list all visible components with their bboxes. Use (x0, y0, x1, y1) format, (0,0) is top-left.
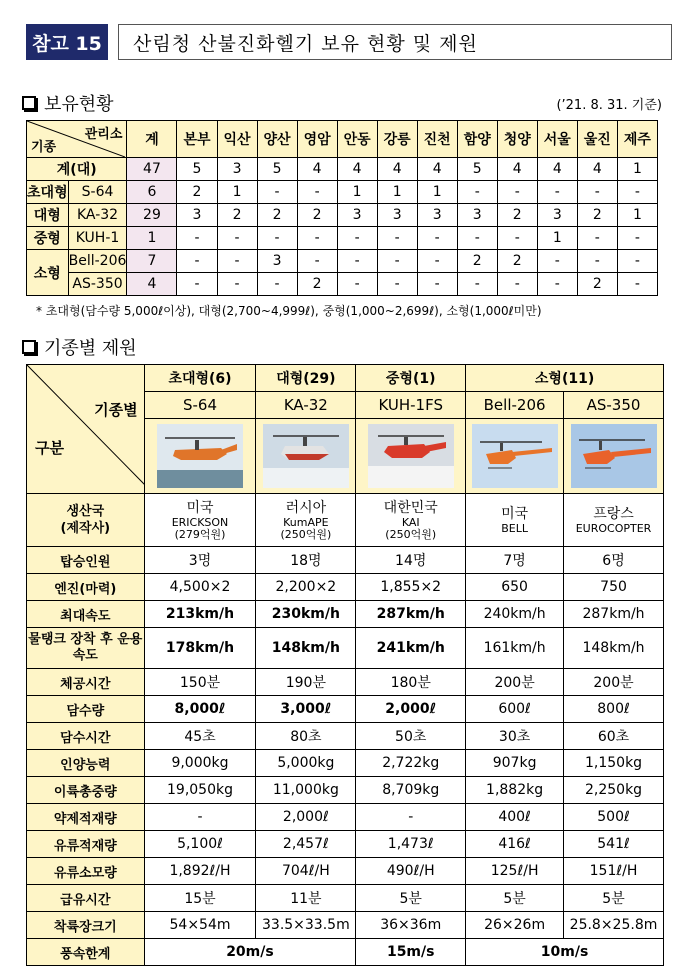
data-cell: - (497, 273, 537, 296)
col-header: 진천 (417, 121, 457, 158)
specs-table (26, 364, 664, 966)
table-row (27, 804, 664, 831)
model-header: KA-32 (256, 392, 356, 419)
data-cell: 500ℓ (564, 804, 664, 831)
data-cell: 1 (617, 204, 657, 227)
model-label: S-64 (68, 181, 127, 204)
maker-cell (356, 494, 466, 547)
maker-country: 미국 (501, 505, 529, 522)
data-cell: 1,473ℓ (356, 831, 466, 858)
model-header: AS-350 (564, 392, 664, 419)
data-cell: 1,855×2 (356, 574, 466, 601)
data-cell: 3 (257, 250, 297, 273)
row-label: 풍속한계 (27, 939, 145, 966)
table-row (27, 601, 664, 628)
data-cell: 3 (417, 204, 457, 227)
model-label: KUH-1 (68, 227, 127, 250)
checkbox-bullet-icon (22, 96, 36, 110)
data-cell: 9,000kg (144, 750, 256, 777)
maker-country: 미국 (186, 499, 214, 516)
row-label: 생산국 (제작사) (27, 494, 145, 547)
data-cell: 1,892ℓ/H (144, 858, 256, 885)
maker-company: ERICKSON (171, 515, 229, 529)
data-cell: - (297, 227, 337, 250)
data-cell: - (177, 273, 217, 296)
data-cell: 240km/h (466, 601, 564, 628)
as350-helicopter-photo (571, 424, 657, 488)
class-header: 초대형(6) (144, 365, 256, 392)
data-cell: - (217, 250, 257, 273)
class-footnote: * 초대형(담수량 5,000ℓ이상), 대형(2,700~4,999ℓ), 중형(1,000~2,699ℓ), 소형(1,000ℓ미만) (36, 304, 542, 318)
data-cell: 650 (466, 574, 564, 601)
data-cell: 2 (457, 250, 497, 273)
maker-cell (144, 494, 256, 547)
col-header: 울진 (577, 121, 617, 158)
data-cell: 1,150kg (564, 750, 664, 777)
data-cell: 80초 (256, 723, 356, 750)
col-header: 영암 (297, 121, 337, 158)
total-cell: 4 (577, 158, 617, 181)
corner-label-type: 기종 (31, 140, 57, 155)
data-cell: 2 (497, 250, 537, 273)
table-row (27, 628, 664, 669)
data-cell: 541ℓ (564, 831, 664, 858)
data-cell: 3 (177, 204, 217, 227)
data-cell: - (337, 227, 377, 250)
table-row (27, 181, 658, 204)
maker-country: 대한민국 (383, 499, 438, 516)
ka32-helicopter-photo (263, 424, 349, 488)
model-label: AS-350 (68, 273, 127, 296)
data-cell: 5분 (356, 885, 466, 912)
data-cell: 54×54m (144, 912, 256, 939)
section-holdings-heading (22, 90, 114, 116)
col-header: 강릉 (377, 121, 417, 158)
data-cell: - (457, 181, 497, 204)
wind-cell: 15m/s (356, 939, 466, 966)
photo-cell (256, 419, 356, 494)
data-cell: - (617, 273, 657, 296)
row-label: 체공시간 (27, 669, 145, 696)
row-label: 이륙총중량 (27, 777, 145, 804)
table-row (27, 227, 658, 250)
data-cell: - (617, 250, 657, 273)
data-cell: 2 (577, 273, 617, 296)
model-header: Bell-206 (466, 392, 564, 419)
reference-tag: 참고 15 (26, 24, 108, 60)
data-cell: 2,250kg (564, 777, 664, 804)
col-header: 계 (127, 121, 177, 158)
data-cell: - (257, 227, 297, 250)
data-cell: 5,000kg (256, 750, 356, 777)
table-row (27, 912, 664, 939)
row-label: 급유시간 (27, 885, 145, 912)
data-cell: - (617, 227, 657, 250)
data-cell: 2 (297, 204, 337, 227)
maker-cell (256, 494, 356, 547)
spec-rows (27, 547, 664, 939)
data-cell: - (577, 227, 617, 250)
data-cell: 4 (127, 273, 177, 296)
data-cell: 3,000ℓ (256, 696, 356, 723)
base-date: (’21. 8. 31. 기준) (556, 98, 662, 113)
data-cell: 2,200×2 (256, 574, 356, 601)
data-cell: 1 (377, 181, 417, 204)
maker-price: (250억원) (280, 527, 332, 541)
row-label: 착륙장크기 (27, 912, 145, 939)
data-cell: 3명 (144, 547, 256, 574)
table-row (27, 250, 658, 273)
data-cell: 60초 (564, 723, 664, 750)
table-row (27, 885, 664, 912)
total-cell: 5 (177, 158, 217, 181)
table-row (27, 547, 664, 574)
maker-company: KumAPE (283, 515, 329, 529)
data-cell: 15분 (144, 885, 256, 912)
corner-label-model: 기종별 (94, 401, 138, 419)
table-row (27, 831, 664, 858)
maker-company: EUROCOPTER (575, 521, 652, 535)
col-header: 청양 (497, 121, 537, 158)
data-cell: 230km/h (256, 601, 356, 628)
total-label: 계(대) (27, 158, 127, 181)
section-title: 기종별 제원 (44, 338, 137, 359)
data-cell: 178km/h (144, 628, 256, 669)
data-cell: 25.8×25.8m (564, 912, 664, 939)
data-cell: - (144, 804, 256, 831)
photo-cell (356, 419, 466, 494)
data-cell: 2 (297, 273, 337, 296)
total-cell: 4 (417, 158, 457, 181)
data-cell: - (497, 181, 537, 204)
total-cell: 4 (337, 158, 377, 181)
model-header: S-64 (144, 392, 256, 419)
row-label: 유류적재량 (27, 831, 145, 858)
data-cell: 6명 (564, 547, 664, 574)
class-header: 소형(11) (466, 365, 664, 392)
checkbox-bullet-icon (22, 340, 36, 354)
row-label: 담수시간 (27, 723, 145, 750)
data-cell: 1 (537, 227, 577, 250)
col-header: 함양 (457, 121, 497, 158)
data-cell: 125ℓ/H (466, 858, 564, 885)
table-row (27, 273, 658, 296)
data-cell: 190분 (256, 669, 356, 696)
holdings-table (26, 120, 658, 296)
data-cell: 213km/h (144, 601, 256, 628)
table-row (27, 696, 664, 723)
model-label: Bell-206 (68, 250, 127, 273)
data-cell: 148km/h (256, 628, 356, 669)
data-cell: - (537, 273, 577, 296)
data-cell: - (497, 227, 537, 250)
data-cell: 45초 (144, 723, 256, 750)
data-cell: 150분 (144, 669, 256, 696)
row-label: 인양능력 (27, 750, 145, 777)
data-cell: - (417, 227, 457, 250)
data-cell: - (257, 273, 297, 296)
data-cell: - (417, 250, 457, 273)
class-header: 중형(1) (356, 365, 466, 392)
page-header (26, 24, 672, 60)
data-cell: - (577, 250, 617, 273)
data-cell: 1 (337, 181, 377, 204)
data-cell: - (577, 181, 617, 204)
data-cell: 2 (497, 204, 537, 227)
data-cell: - (337, 250, 377, 273)
data-cell: 3 (537, 204, 577, 227)
row-label: 탑승인원 (27, 547, 145, 574)
data-cell: 5분 (466, 885, 564, 912)
total-cell: 4 (297, 158, 337, 181)
class-label: 중형 (27, 227, 69, 250)
data-cell: 33.5×33.5m (256, 912, 356, 939)
total-cell: 5 (457, 158, 497, 181)
data-cell: 287km/h (564, 601, 664, 628)
model-label: KA-32 (68, 204, 127, 227)
maker-cell (564, 494, 664, 547)
data-cell: 1,882kg (466, 777, 564, 804)
wind-cell: 10m/s (466, 939, 664, 966)
class-header: 대형(29) (256, 365, 356, 392)
data-cell: - (177, 250, 217, 273)
wind-cell: 20m/s (144, 939, 356, 966)
data-cell: 4,500×2 (144, 574, 256, 601)
maker-price: (250억원) (385, 527, 437, 541)
col-header: 서울 (537, 121, 577, 158)
table-row (27, 574, 664, 601)
data-cell: 19,050kg (144, 777, 256, 804)
table-row (27, 723, 664, 750)
data-cell: 151ℓ/H (564, 858, 664, 885)
row-label: 담수량 (27, 696, 145, 723)
total-row (27, 158, 658, 181)
data-cell: 704ℓ/H (256, 858, 356, 885)
data-cell: - (537, 181, 577, 204)
table-row (27, 777, 664, 804)
s64-helicopter-photo (157, 424, 243, 488)
total-cell: 4 (377, 158, 417, 181)
data-cell: 18명 (256, 547, 356, 574)
data-cell: 30초 (466, 723, 564, 750)
data-cell: - (217, 227, 257, 250)
bell206-helicopter-photo (472, 424, 558, 488)
data-cell: 6 (127, 181, 177, 204)
data-cell: - (257, 181, 297, 204)
data-cell: - (537, 250, 577, 273)
section-specs-heading (22, 334, 137, 360)
col-header: 제주 (617, 121, 657, 158)
data-cell: - (457, 273, 497, 296)
data-cell: 200분 (564, 669, 664, 696)
maker-country: 러시아 (285, 499, 327, 516)
data-cell: - (356, 804, 466, 831)
total-cell: 47 (127, 158, 177, 181)
data-cell: 750 (564, 574, 664, 601)
data-cell: 2 (257, 204, 297, 227)
data-cell: - (297, 250, 337, 273)
data-cell: - (377, 250, 417, 273)
data-cell: 490ℓ/H (356, 858, 466, 885)
col-header: 본부 (177, 121, 217, 158)
data-cell: 3 (377, 204, 417, 227)
row-label: 약제적재량 (27, 804, 145, 831)
data-cell: 2 (577, 204, 617, 227)
class-label: 대형 (27, 204, 69, 227)
data-cell: 3 (337, 204, 377, 227)
data-cell: 7 (127, 250, 177, 273)
data-cell: 3 (457, 204, 497, 227)
col-header: 익산 (217, 121, 257, 158)
data-cell: 161km/h (466, 628, 564, 669)
kuh1fs-helicopter-photo (368, 424, 454, 488)
class-label: 초대형 (27, 181, 69, 204)
data-cell: 2,722kg (356, 750, 466, 777)
data-cell: 5,100ℓ (144, 831, 256, 858)
photo-cell (144, 419, 256, 494)
data-cell: 200분 (466, 669, 564, 696)
maker-cell (466, 494, 564, 547)
table-row (27, 858, 664, 885)
total-cell: 1 (617, 158, 657, 181)
data-cell: 50초 (356, 723, 466, 750)
data-cell: 8,709kg (356, 777, 466, 804)
col-header: 양산 (257, 121, 297, 158)
data-cell: 2 (217, 204, 257, 227)
data-cell: 1 (417, 181, 457, 204)
data-cell: 1 (127, 227, 177, 250)
maker-price: (279억원) (174, 527, 226, 541)
holdings-corner-cell (27, 121, 127, 158)
table-row (27, 204, 658, 227)
data-cell: 148km/h (564, 628, 664, 669)
data-cell: 180분 (356, 669, 466, 696)
data-cell: 5분 (564, 885, 664, 912)
table-row (27, 750, 664, 777)
row-label: 엔진(마력) (27, 574, 145, 601)
data-cell: - (377, 273, 417, 296)
data-cell: 26×26m (466, 912, 564, 939)
data-cell: 600ℓ (466, 696, 564, 723)
data-cell: - (337, 273, 377, 296)
data-cell: 7명 (466, 547, 564, 574)
data-cell: 2,000ℓ (356, 696, 466, 723)
data-cell: - (617, 181, 657, 204)
data-cell: 2 (177, 181, 217, 204)
data-cell: - (297, 181, 337, 204)
data-cell: 14명 (356, 547, 466, 574)
data-cell: 907kg (466, 750, 564, 777)
data-cell: - (377, 227, 417, 250)
data-cell: 400ℓ (466, 804, 564, 831)
total-cell: 4 (537, 158, 577, 181)
data-cell: 11분 (256, 885, 356, 912)
photo-cell (466, 419, 564, 494)
data-cell: 241km/h (356, 628, 466, 669)
corner-label-category: 구분 (35, 439, 64, 457)
table-row (27, 669, 664, 696)
row-label: 유류소모량 (27, 858, 145, 885)
data-cell: - (417, 273, 457, 296)
total-cell: 4 (497, 158, 537, 181)
data-cell: 29 (127, 204, 177, 227)
data-cell: 11,000kg (256, 777, 356, 804)
data-cell: 287km/h (356, 601, 466, 628)
data-cell: 416ℓ (466, 831, 564, 858)
data-cell: - (457, 227, 497, 250)
photo-cell (564, 419, 664, 494)
section-title: 보유현황 (44, 94, 114, 115)
corner-label-office: 관리소 (84, 127, 123, 142)
data-cell: - (177, 227, 217, 250)
class-label: 소형 (27, 250, 69, 296)
data-cell: 800ℓ (564, 696, 664, 723)
data-cell: 1 (217, 181, 257, 204)
page-title: 산림청 산불진화헬기 보유 현황 및 제원 (118, 24, 672, 60)
maker-company: KAI (401, 515, 420, 529)
data-cell: 2,000ℓ (256, 804, 356, 831)
data-cell: 8,000ℓ (144, 696, 256, 723)
data-cell: - (217, 273, 257, 296)
row-label: 최대속도 (27, 601, 145, 628)
maker-company: BELL (501, 521, 528, 535)
data-cell: 36×36m (356, 912, 466, 939)
row-label: 물탱크 장착 후 운용속도 (27, 628, 145, 669)
total-cell: 5 (257, 158, 297, 181)
model-header: KUH-1FS (356, 392, 466, 419)
maker-country: 프랑스 (593, 505, 634, 522)
specs-corner-cell (27, 365, 145, 494)
total-cell: 3 (217, 158, 257, 181)
col-header: 안동 (337, 121, 377, 158)
data-cell: 2,457ℓ (256, 831, 356, 858)
